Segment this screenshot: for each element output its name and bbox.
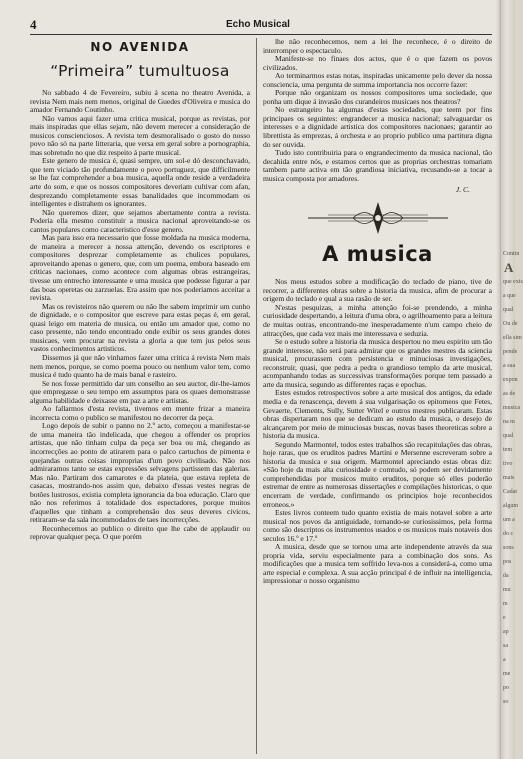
next-page-fragment: m [503,601,508,607]
paragraph: Logo depois de subir o panno no 2.º acto, começou a manifestar-se de uma maneira tão indelicada, que chegou a offender os proprios artistas, que não tinham culpa da peça ser boa ou má, chegando as incorrecções ao ponto de atirarem para o palco cartuchos de pimenta e quejandas outras coisas improprias d'um povo civilisado. Não nos admiraramos tanto se estas expressões selvagens partissem das galerias. Mas não. Partiram dos camarotes e da plateia, que estava repleta de casacas, mostrando-nos assim que, debaixo d'essas vestes negras de botões lustrosos, existia completa ignorancia da boa educação. Claro que não nos referimos á totalidade dos espectadores, porque muitos d'aquelles que tinham a comprehensão dos seus deveres civicos, retiraram-se da sala incommodados de taes incorrecções. [30,421,250,525]
right-article-body [263,278,492,586]
next-page-fragment: a sua [503,363,516,369]
next-page-fragment: um a [503,517,515,523]
next-page-fragment: ella sim [503,335,522,341]
page-number: 4 [30,17,37,32]
next-page-fragment: mais [503,475,515,481]
next-page-fragment: Ou de [503,321,518,327]
article-title-a-musica: A musica [322,242,433,267]
paragraph: Estes livros conteem tudo quanto existia de mais notavel sobre a arte musical nos povos da antiguidade, tornando-se curiosissimos, pela forma como são descriptos os instrumentos usados e os musicos mais notaveis dos seculos 16.º e 17.º [263,508,492,543]
next-page-fragment: que exis [503,279,523,285]
next-page-fragment: tem [503,447,512,453]
paragraph: Mas os revisteiros não querem ou não lhe sabem imprimir um cunho de dignidade, e o compositor que escreve para estas peças é, em geral, quasi leigo em materia de musica, ou então um amador que, como no caso presente, não tendo encontrado onde exibir os seus grandes dotes musicaes, vem procurar na revista a gloria a que tem jus pelos seus vastos conhecimentos artisticos. [30,301,250,354]
next-page-edge [500,0,523,759]
next-page-fragment: tivo [503,461,513,467]
next-page-fragment: qual [503,433,514,439]
paragraph: Este genero de musica é, quasi sempre, um sol-e dó desconchavado, que tem viciado tão profundamente o povo portuguez, que difficilmente se lhe faz comprehender a boa musica, aquella onde reside a verdadeira arte do som, e que os nossos compositores deveriam cultivar com afan, desprezando completamente essas banalidades que incommodam os intelligentes e distrahem os ignorantes. [30,156,250,209]
next-page-fragment: algum [503,503,518,509]
paragraph: Porque não organizam os nossos compositores uma sociedade, que ponha um dique á invasão dos curandeiros musicaes nos theatros? [263,88,492,106]
next-page-fragment: Cadat [503,489,517,495]
next-page-fragment: expon [503,377,518,383]
header-rule [30,34,492,35]
page-header [30,17,492,32]
section-heading: NO AVENIDA [90,40,190,54]
next-page-fragment: sa [503,643,508,649]
next-page-fragment: na m [503,419,515,425]
paragraph: Se nos fosse permittido dar um conselho ao seu auctor, dir-lhe-iamos que empregasse o seu tempo em assumptos para os quaes demonstrasse alguma habilidade e deixasse em paz a arte e artistas. [30,378,250,405]
paragraph: Não queremos dizer, que sejamos abertamente contra a revista. Poderia ella mesmo constituir a musica nacional aproveitando-se os cantos populares como caracteristico d'esse genero. [30,207,250,234]
column-divider [256,38,257,754]
paragraph: Mas para isso era necessario que fosse moldada na musica moderna, de maneira a merecer a nossa attenção, devendo os escriptores e compositores desprezar completamente as chulices populares, aproveitando apenas o genero, que, com um poema, embora baseado em criticas nacionaes, como acontece com algumas obras estrangeiras, tivesse um entrecho interessante e uma musica que podesse figurar a par das boas operetas ou zarzuelas. Era assim que nos poderiamos acceitar a revista. [30,233,250,303]
next-page-fragment: a [503,657,506,663]
paragraph: Estes estudos retrospectivos sobre a arte musical dos antigos, da edade media e da renascença, devem á sua vulgarisação os epitomeos que Fetes, Gevaerte, Clements, Sully, Sutter Witel e outros mestres publicaram. Estas obras dispertaram nos que se dedicam ao estudo da musica, o desejo de alcançarem por meio de minuciosas buscas, novas bases theoreticas sobre a historia da musica. [263,388,492,441]
author-signature: J. C. [455,185,470,195]
ornament-divider [263,198,492,238]
next-page-fragment: Contin [503,251,520,257]
paragraph: Manifeste-se no finaes dos actos, que é o que fazem os povos civilizados. [263,54,492,72]
paragraph: Nos meus estudos sobre a modificação do teclado de piano, tive de recorrer, a differentes obras sobre a historia da musica, afim de procurar a origem do teclado e qual a sua rasão de ser. [263,277,492,304]
paragraph: Se o estudo sobre a historia da musica despertou no meu espirito um tão grande interesse, não será para admirar que os grandes mestres da sciencia musical, procurassem com persistencia e minuciosas investigações, reconstruir, quasi, que pedra a pedra o grandioso templo da arte musical, acompanhando todas as successivas transformações porque tem passado a arte da musica, segundo as differentes raças e epochas. [263,337,492,389]
next-page-fragment: ap [503,629,509,635]
paragraph: Ao terminarmos estas notas, inspiradas unicamente pelo dever da nossa consciencia, uma pergunta de summa importancia nos occorre fazer: [263,71,492,89]
next-page-fragment: da [503,573,509,579]
next-page-fragment: musica [503,405,520,411]
left-article-body [30,89,250,542]
paragraph: Não vamos aqui fazer uma critica musical, porque as revistas, por mais inspiradas que ellas sejam, não devem merecer a consideração de musicos conscienciosos. A revista tem desmoralisado o gosto do nosso povo não só na parte litteraria, que versa em geral sobre a pornographia, mas sobretudo no que diz respeito á parte musical. [30,113,250,157]
paragraph: No estrangeiro ha algumas d'estas sociedades, que teem por fins principaes os seguintes: engrandecer a musica nacional; salvaguardar os interesses e a dignidade artistica dos compositores nacionaes; garantir ao librettista às emprezas, á orchesta e ao proprio publico uma partitura digna do ser ouvida. [263,105,492,149]
next-page-fragment: qual [503,307,514,313]
paragraph: Ao fallarmos d'esta revista, tivemos em mente frizar a maneira incorrecta como o publico se manifestou no decorrer da peça. [30,404,250,422]
paragraph: Dissemos já que não vinhamos fazer uma critica á revista Nem mais nem menos, porque, se como poema pouco ou nenhum valor tem, como musica é tudo quanto ha de mais banal e rasteiro. [30,352,250,380]
next-page-fragment: as de [503,391,516,397]
right-column [263,38,492,754]
paragraph: Segundo Marmontel, todos estes trabalhos são recapitulações das obras, hoje raras, que os eruditos padres Martini e Mersenne escreveram sobre a historia da musica e sua origem. Marmontel apreciando estas obras diz: «São hoje da mais alta curiosidade e comtudo, só podem ser devidamente comprehendidas por musicos muito eruditos, porque só elles poderão estremar de entre as numerosas dissertações e compilações historicas, o que encerram de verdade, confirmando os principios hoje reconhecidos erroneos.» [263,439,492,509]
next-page-fragment: sons [503,545,514,551]
next-page-fragment: po [503,685,509,691]
ornament-icon [303,199,453,237]
next-page-fragment: e [503,615,506,621]
next-page-fragment: a que [503,293,516,299]
next-page-fragment: so [503,699,509,705]
next-page-fragment: A [504,260,514,275]
next-page-fragment: pos [503,559,512,565]
paragraph: Tudo isto contribuiria para o engrandecimento da musica nacional, tão decahida entre nós, e estamos certos que as proprias orchestras tomariam tambem parte activa em tão grandiosa iniciativa, recusando-se a tocar a musica composta por amadores. [263,148,492,183]
paragraph: lhe não reconhecemos, nem a lei lhe reconhece, é o direito de interromper o espectaculo. [263,37,492,55]
article-continuation [263,38,492,183]
paragraph: Reconhecemos ao publico o direito que lhe cabe de applaudir ou reprovar qualquer peça. O que porém [30,523,250,542]
left-column [30,38,250,754]
next-page-fragment: mu [503,587,511,593]
next-page-fragment: me [503,671,511,677]
paragraph: A musica, desde que se tornou uma arte independente através da sua propria vida, serviu especialmente para a combinação dos sons. As modificações que a musica tem soffrido leva-nos a considerá-a, como uma arte especial e complexa. A sua acção principal é de influir na intelligencia, impressionar o nosso organismo [263,542,492,586]
magazine-title: Echo Musical [226,19,290,30]
paragraph: No sabbado 4 de Fevereiro, subiu á scena no theatro Avenida, a revista Nem mais nem menos, original de Guedes d'Oliveira e musica do amador Fernando Coutinho. [30,88,250,115]
next-page-fragment: do c [503,531,514,537]
next-page-fragment: pende [503,349,518,355]
article-title: “Primeira” tumultuosa [50,62,230,80]
paragraph: N'estas pesquizas, a minha attenção foi-se prendendo, a minha curiosidade despertando, a leitura d'uma obra, o agrilhoamento para a leitura de muitas outras, encontrando-me inesperadamente n'um campo cheio de attracções, que cada vez mais me interessava e seduzia. [263,302,492,338]
